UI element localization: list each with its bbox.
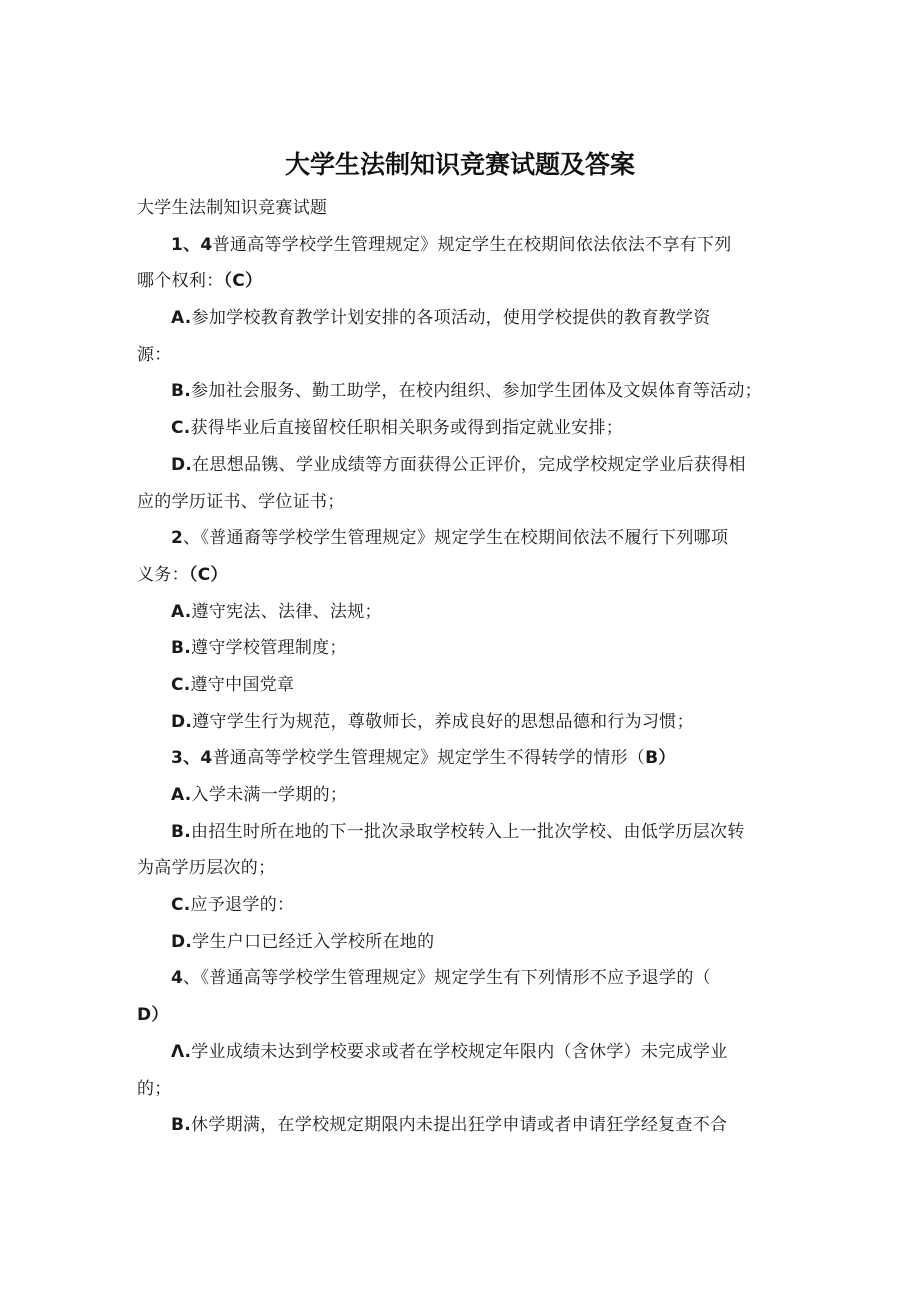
option-text: 学业成绩未达到学校要求或者在学校规定年限内（含休学）未完成学业 <box>191 1041 728 1062</box>
option-label: A. <box>171 308 192 329</box>
question-text: 、《普通裔等学校学生管理规定》规定学生在校期间依法不履行下列哪项 <box>183 528 729 549</box>
question-line <box>137 227 787 264</box>
option-label: B. <box>171 821 192 842</box>
answer-badge: B） <box>645 748 676 769</box>
option-label: C. <box>171 674 191 695</box>
answer-badge: （C） <box>223 271 263 292</box>
question-line <box>137 520 787 557</box>
option-text: 遵守中国党章 <box>190 674 295 695</box>
option-label: B. <box>171 638 192 659</box>
question-number: 1、4 <box>171 234 213 255</box>
option-line <box>137 1107 787 1144</box>
option-line <box>137 300 787 337</box>
option-text: 休学期满，在学校规定期限内未提出狂学申请或者申请狂学经复查不合 <box>191 1115 728 1136</box>
document-body <box>137 190 787 1144</box>
option-text: 为高学历层次的； <box>137 858 276 879</box>
option-line <box>137 373 787 410</box>
option-label: C. <box>171 895 191 916</box>
option-text: 应的学历证书、学位证书； <box>137 491 345 512</box>
question-text: 、《普通高等学校学生管理规定》规定学生有下列情形不应予退学的（ <box>183 968 711 989</box>
option-text: 应予退学的： <box>190 895 295 916</box>
option-text: 遵守宪法、法律、法规； <box>191 601 382 622</box>
answer-badge: D） <box>137 1005 169 1026</box>
option-text: 参加学校教育教学计划安排的各项活动，使用学校提供的教育教学资 <box>191 308 711 329</box>
question-text: 普通高等学校学生管理规定》规定学生不得转学的情形（ <box>212 748 646 769</box>
option-line <box>137 337 787 374</box>
question-line <box>137 263 787 300</box>
option-line <box>137 447 787 484</box>
question-number: 2 <box>171 528 184 549</box>
option-text: 参加社会服务、勤工助学，在校内组织、参加学生团体及文娱体育等活动； <box>191 381 762 402</box>
option-line <box>137 667 787 704</box>
option-line <box>137 777 787 814</box>
question-line <box>137 557 787 594</box>
option-text: 的； <box>137 1078 172 1099</box>
question-text: 义务： <box>137 564 189 585</box>
option-line <box>137 850 787 887</box>
option-label: A. <box>171 601 192 622</box>
question-line <box>137 997 787 1034</box>
option-label: B. <box>171 381 192 402</box>
document-subtitle: 大学生法制知识竞赛试题 <box>137 198 328 218</box>
option-line <box>137 814 787 851</box>
option-line <box>137 1071 787 1108</box>
option-label: D. <box>171 931 193 952</box>
question-number: 4 <box>171 968 184 989</box>
option-label: C. <box>171 418 191 439</box>
option-text: 遵守学生行为规范，尊敬师长，养成良好的思想品德和行为习惯； <box>192 711 694 732</box>
option-label: A. <box>171 785 192 805</box>
option-text: 遵守学校管理制度； <box>191 638 347 659</box>
option-text: 由招生时所在地的下一批次录取学校转入上一批次学校、由低学历层次转 <box>191 821 745 842</box>
question-text: 普通高等学校学生管理规定》规定学生在校期间依法依法不享有下列 <box>212 234 732 255</box>
option-line <box>137 704 787 741</box>
option-line <box>137 594 787 631</box>
option-label: D. <box>171 454 193 475</box>
option-label: B. <box>171 1115 192 1136</box>
answer-badge: （C） <box>188 564 228 585</box>
option-line <box>137 1034 787 1071</box>
question-number: 3、4 <box>171 748 213 769</box>
option-label: D. <box>171 711 193 732</box>
question-line <box>137 960 787 997</box>
option-text: 入学未满一学期的； <box>191 785 348 805</box>
option-line <box>137 410 787 447</box>
option-line <box>137 887 787 924</box>
option-text: 获得毕业后直接留校任职相关职务或得到指定就业安排； <box>190 418 624 439</box>
option-text: 在思想品镌、学业成绩等方面获得公正评价，完成学校规定学业后获得相 <box>192 454 746 475</box>
option-text: 源： <box>137 344 172 365</box>
question-text: 哪个权利： <box>137 271 224 292</box>
option-label: Λ. <box>171 1041 192 1062</box>
option-line <box>137 924 787 961</box>
question-line <box>137 740 787 777</box>
option-line <box>137 630 787 667</box>
option-line <box>137 484 787 521</box>
document-title: 大学生法制知识竞赛试题及答案 <box>284 150 635 179</box>
option-text: 学生户口已经迁入学校所在地的 <box>192 931 435 952</box>
